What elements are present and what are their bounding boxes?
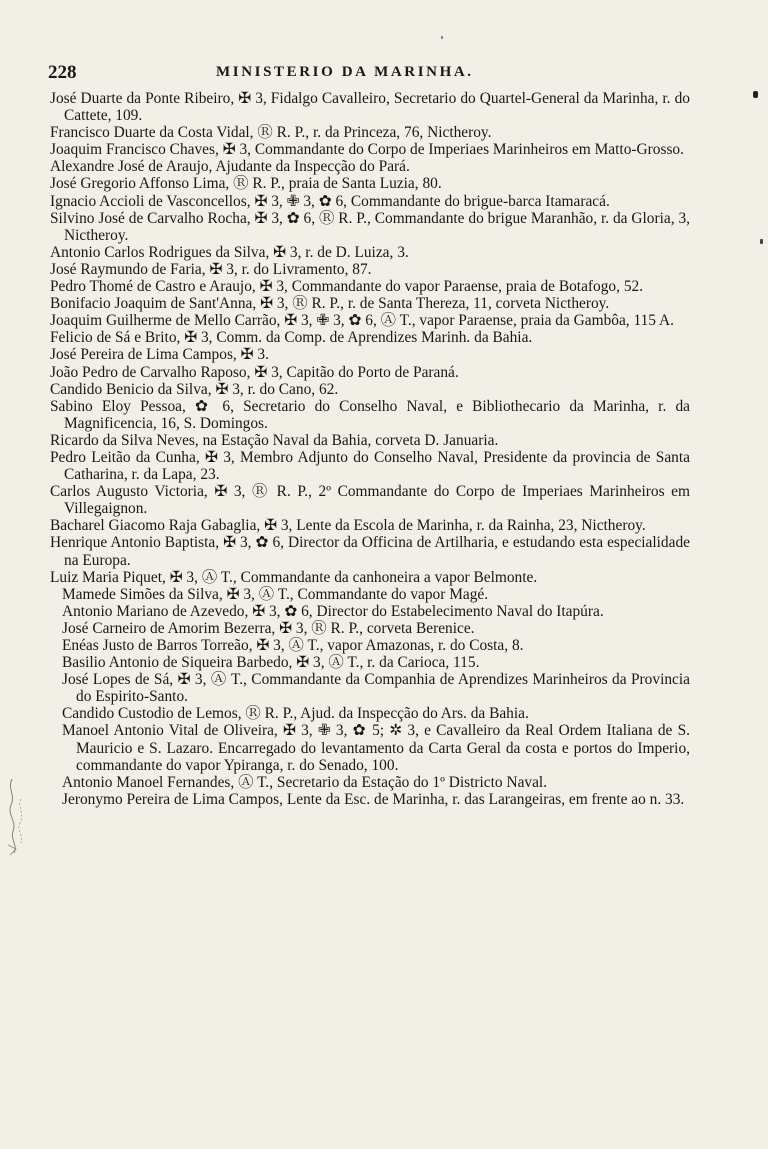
list-item	[50, 244, 690, 261]
ink-spot	[441, 36, 443, 39]
entry-name: Ignacio Accioli de Vasconcellos,	[50, 192, 251, 210]
entry-text: ✠ 3, Commandante do Corpo de Imperiaes Marinheiros em Matto-Grosso.	[222, 141, 684, 159]
entry-text: ✠ 3, ✿ 6, Ⓡ R. P., Commandante do brigue Maranhão, r. da Gloria, 3, Nictheroy.	[64, 209, 690, 244]
entry-text: ✠ 3, ✙ 3, ✿ 6, Commandante do brigue-barca Itamaracá.	[254, 192, 610, 210]
entry-text: ✠ 3, Ⓐ T., r. da Carioca, 115.	[296, 654, 480, 672]
list-item	[62, 620, 690, 637]
entry-text: ✠ 3, Ⓐ T., Commandante da canhoneira a vapor Belmonte.	[169, 568, 538, 586]
entry-text: ✿ 6, Secretario do Conselho Naval, e Bibliothecario da Marinha, r. da Magnificencia, 16, S. Domingos.	[64, 397, 690, 432]
list-item	[62, 671, 690, 705]
entry-name: José Duarte da Ponte Ribeiro,	[50, 90, 235, 107]
entry-text: ✠ 3, Comm. da Comp. de Aprendizes Marinh. da Bahia.	[184, 329, 533, 347]
list-item	[62, 637, 690, 654]
entry-name: Mamede Simões da Silva,	[62, 585, 223, 603]
page-number: 228	[48, 62, 77, 83]
entry-name: Candido Custodio de Lemos,	[62, 705, 242, 723]
entry-name: Alexandre José de Araujo,	[50, 158, 213, 176]
entry-name: José Lopes de Sá,	[62, 671, 174, 689]
entry-text: Ⓐ T., Secretario da Estação do 1º Districto Naval.	[238, 773, 548, 791]
entry-text: ✠ 3, ✿ 6, Director da Officina de Artilharia, e estudando esta especialidade na Europa.	[64, 534, 690, 569]
entry-text: ✠ 3, r. do Livramento, 87.	[209, 260, 372, 278]
entry-name: Joaquim Francisco Chaves,	[50, 141, 219, 159]
list-item	[62, 722, 690, 773]
list-item	[50, 278, 690, 295]
entry-text: ✠ 3, Ⓐ T., Commandante da Companhia de Aprendizes Marinheiros da Provincia do Espirito-Santo.	[76, 671, 690, 706]
entry-text: ✠ 3, Ⓐ T., vapor Amazonas, r. do Costa, 8.	[256, 637, 524, 654]
entry-name: Bacharel Giacomo Raja Gabaglia,	[50, 517, 261, 535]
entry-name: Henrique Antonio Baptista,	[50, 534, 220, 552]
entry-text: ✠ 3, Ⓡ R. P., corveta Berenice.	[279, 619, 475, 637]
entry-name: Silvino José de Carvalho Rocha,	[50, 209, 251, 227]
list-item	[50, 398, 690, 432]
running-title: MINISTERIO DA MARINHA.	[216, 64, 474, 80]
entry-text: ✠ 3, r. de D. Luiza, 3.	[273, 243, 409, 261]
list-item	[62, 603, 690, 620]
list-item	[50, 90, 690, 124]
entry-text: ✠ 3, ✿ 6, Director do Estabelecimento Naval do Itapúra.	[252, 602, 604, 620]
list-item	[50, 158, 690, 175]
list-item	[62, 774, 690, 791]
list-item	[50, 210, 690, 244]
entry-name: João Pedro de Carvalho Raposo,	[50, 363, 251, 381]
entry-text: ✠ 3.	[240, 346, 269, 364]
margin-pencil-mark	[4, 775, 32, 857]
list-item	[62, 586, 690, 603]
entry-name: Pedro Thomé de Castro e Araujo,	[50, 278, 256, 296]
entry-name: Bonifacio Joaquim de Sant'Anna,	[50, 295, 257, 313]
list-item	[50, 193, 690, 210]
entry-text: Ajudante da Inspecção do Pará.	[215, 158, 410, 176]
entry-name: Pedro Leitão da Cunha,	[50, 448, 200, 466]
entry-text: na Estação Naval da Bahia, corveta D. Januaria.	[202, 431, 499, 449]
list-item	[50, 261, 690, 278]
entry-name: Antonio Carlos Rodrigues da Silva,	[50, 243, 270, 261]
entry-text: ✠ 3, Fidalgo Cavalleiro, Secretario do Quartel-General da Marinha, r. do Cattete, 109.	[64, 90, 690, 125]
entry-text: ✠ 3, Membro Adjunto do Conselho Naval, Presidente da provincia de Santa Catharina, r. da Lapa, 23.	[64, 448, 690, 484]
list-item	[50, 569, 690, 586]
list-item	[50, 175, 690, 192]
entry-name: Antonio Manoel Fernandes,	[62, 773, 235, 791]
list-item	[50, 346, 690, 363]
entry-text: ✠ 3, Commandante do vapor Paraense, praia de Botafogo, 52.	[259, 278, 644, 296]
entry-name: Jeronymo Pereira de Lima Campos,	[62, 790, 283, 808]
list-item	[50, 312, 690, 329]
entry-name: Carlos Augusto Victoria,	[50, 483, 208, 501]
entry-name: José Raymundo de Faria,	[50, 260, 206, 278]
entry-name: Ricardo da Silva Neves,	[50, 431, 199, 449]
entry-text: ✠ 3, ✙ 3, ✿ 6, Ⓐ T., vapor Paraense, praia da Gambôa, 115 A.	[284, 312, 674, 330]
entry-name: Enéas Justo de Barros Torreão,	[62, 637, 253, 654]
list-item	[62, 791, 690, 808]
list-item	[62, 654, 690, 671]
ink-spot	[753, 91, 758, 98]
list-item	[50, 449, 690, 483]
entry-name: Luiz Maria Piquet,	[50, 568, 166, 586]
list-item	[50, 381, 690, 398]
list-item	[50, 364, 690, 381]
entry-name: José Carneiro de Amorim Bezerra,	[62, 619, 276, 637]
page-header	[48, 62, 688, 86]
list-item	[50, 534, 690, 568]
entry-text: ✠ 3, r. do Cano, 62.	[215, 380, 339, 398]
list-item	[62, 705, 690, 722]
entry-name: José Pereira de Lima Campos,	[50, 346, 237, 364]
entry-name: Manoel Antonio Vital de Oliveira,	[62, 722, 278, 740]
ink-spot	[760, 239, 763, 244]
entry-text: ✠ 3, Ⓡ R. P., r. de Santa Thereza, 11, corveta Nictheroy.	[260, 295, 610, 313]
entry-text: ✠ 3, ✙ 3, ✿ 5; ✲ 3, e Cavalleiro da Real Ordem Italiana de S. Mauricio e S. Lazaro. Encarregado do levantamento da Carta Geral da costa e portos do Imperio, commandante do vapor Ypiranga, r. do Senado, 100.	[76, 722, 690, 774]
entry-text: Ⓡ R. P., Ajud. da Inspecção do Ars. da Bahia.	[245, 705, 529, 723]
entry-name: Antonio Mariano de Azevedo,	[62, 602, 249, 620]
entry-text: ✠ 3, Capitão do Porto de Paraná.	[254, 363, 459, 381]
entry-name: Felicio de Sá e Brito,	[50, 329, 181, 347]
entry-name: Joaquim Guilherme de Mello Carrão,	[50, 312, 281, 330]
list-item	[50, 517, 690, 534]
entry-text: Lente da Esc. de Marinha, r. das Larangeiras, em frente ao n. 33.	[286, 790, 685, 808]
entry-name: Sabino Eloy Pessoa,	[50, 397, 186, 415]
list-item	[50, 124, 690, 141]
personnel-list	[50, 90, 690, 808]
entry-name: Basilio Antonio de Siqueira Barbedo,	[62, 654, 293, 672]
list-item	[50, 329, 690, 346]
list-item	[50, 141, 690, 158]
list-item	[50, 432, 690, 449]
entry-name: Francisco Duarte da Costa Vidal,	[50, 124, 254, 142]
entry-text: ✠ 3, Ⓡ R. P., 2º Commandante do Corpo de Imperiaes Marinheiros em Villegaignon.	[64, 483, 690, 518]
list-item	[50, 483, 690, 517]
entry-name: Candido Benicio da Silva,	[50, 380, 212, 398]
entry-text: Ⓡ R. P., r. da Princeza, 76, Nictheroy.	[257, 124, 492, 142]
entry-name: José Gregorio Affonso Lima,	[50, 175, 230, 193]
entry-text: Ⓡ R. P., praia de Santa Luzia, 80.	[233, 175, 442, 193]
list-item	[50, 295, 690, 312]
entry-text: ✠ 3, Ⓐ T., Commandante do vapor Magé.	[226, 585, 489, 603]
entry-text: ✠ 3, Lente da Escola de Marinha, r. da Rainha, 23, Nictheroy.	[264, 517, 646, 535]
